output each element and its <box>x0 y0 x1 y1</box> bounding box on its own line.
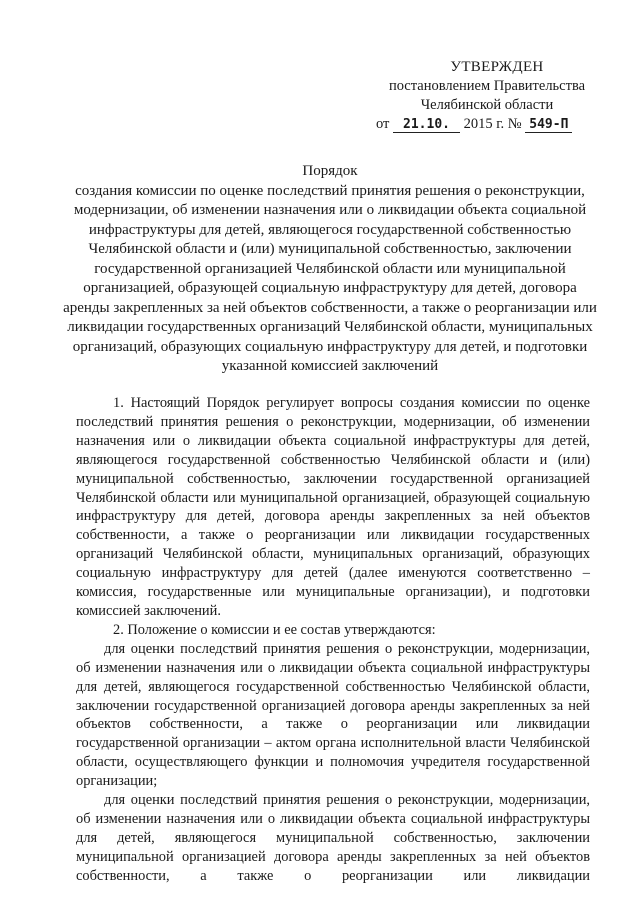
document-heading: Порядок <box>302 163 358 179</box>
year-text: 2015 г. № <box>463 116 522 132</box>
paragraph-2-item-1: для оценки последствий принятия решения о реконструкции, модернизации, об изменении назначения или о ликвидации объекта социальной инфраструктуры для детей, являющегося государственной собственностью Челябинской области, заключении государственной организацией договора аренды закрепленных за ней объектов собственности, а также о реорганизации или ликвидации государственной организации – актом органа исполнительной власти Челябинской области, осуществляющего функции и полномочия учредителя государственной организации; <box>76 640 590 790</box>
paragraph-1: 1. Настоящий Порядок регулирует вопросы создания комиссии по оценке последствий принятия решения о реконструкции, модернизации, об изменении назначения или о ликвидации объекта социальной инфраструктуры для детей, являющегося государственной собственностью Челябинской области и (или) муниципальной собственностью, заключении государственной организацией Челябинской области или муниципальной организацией, образующей социальную инфраструктуру для детей, договора аренды закрепленных за ней объектов собственности, а также о реорганизации или ликвидации государственных организаций Челябинской области, муниципальных организаций, образующих социальную инфраструктуру для детей (далее именуются соответственно – комиссия, государственные или муниципальные организации), и подготовки комиссией заключений. <box>76 395 590 619</box>
approval-stamp <box>372 58 602 134</box>
date-prefix: от <box>376 116 390 132</box>
approval-date-line <box>376 115 602 134</box>
document-title-body: создания комиссии по оценке последствий принятия решения о реконструкции, модернизации, об изменении назначения или о ликвидации объекта социальной инфраструктуры для детей, являющегося государственной собственностью Челябинской области и (или) муниципальной собственностью, заключении государственной организацией Челябинской области или муниципальной организацией, образующей социальную инфраструктуру для детей, договора аренды закрепленных за ней объектов собственности, а также о реорганизации или ликвидации государственных организаций Челябинской области, муниципальных организаций, образующих социальную инфраструктуру для детей, и подготовки указанной комиссией заключений <box>63 182 597 374</box>
approval-line-1: постановлением Правительства <box>388 78 586 94</box>
resolution-number: 549-П <box>525 117 572 133</box>
document-title <box>60 162 600 377</box>
document-body <box>76 394 590 886</box>
paragraph-2-item-2: для оценки последствий принятия решения о реконструкции, модернизации, об изменении назначения или о ликвидации объекта социальной инфраструктуры для детей, являющегося муниципальной собственностью, заключении муниципальной организацией договора аренды закрепленных за ней объектов собственности, а также о реорганизации или ликвидации <box>76 792 590 884</box>
paragraph-2: 2. Положение о комиссии и ее состав утверждаются: <box>113 621 436 638</box>
approval-line-2: Челябинской области <box>420 97 554 113</box>
approval-title: УТВЕРЖДЕН <box>450 59 544 75</box>
date-value: 21.10. <box>393 117 460 133</box>
